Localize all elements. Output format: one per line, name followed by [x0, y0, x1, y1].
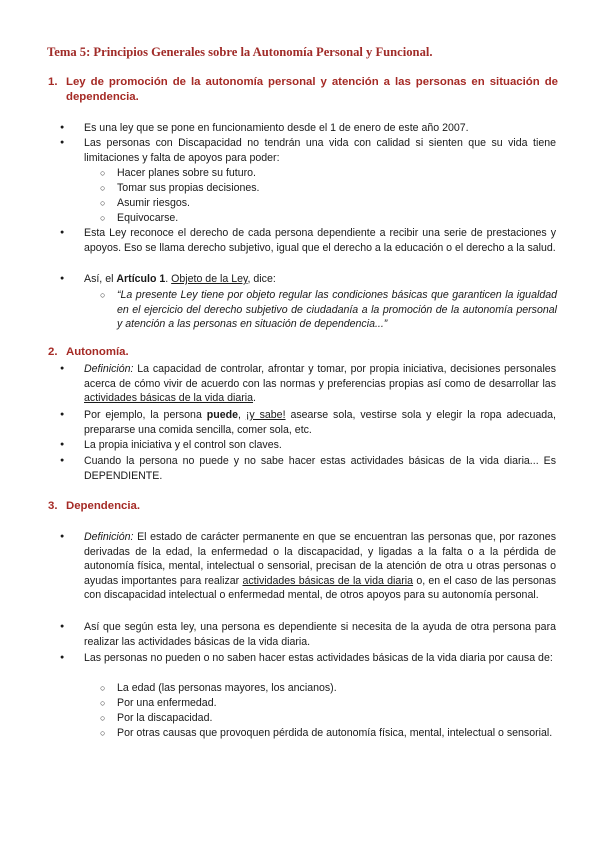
bullet-articulo-1: [84, 272, 556, 287]
sub-bullet-planes: ○ Hacer planes sobre su futuro.: [117, 166, 557, 181]
bullet-definicion-dependencia: [84, 530, 556, 603]
bullet-ejemplo: [84, 408, 556, 437]
y-sabe-link[interactable]: ¡y sabe!: [245, 409, 286, 421]
sub-bullet-riesgos: ○ Asumir riesgos.: [117, 196, 557, 211]
section-heading-text: Autonomía.: [66, 346, 129, 358]
bullet-iniciativa: ● La propia iniciativa y el control son claves.: [84, 438, 556, 453]
actividades-basicas-link[interactable]: actividades básicas de la vida diaria: [242, 574, 414, 587]
section-heading-text: Dependencia.: [66, 500, 141, 512]
document-title: Tema 5: Principios Generales sobre la Autonomía Personal y Funcional.: [47, 45, 433, 59]
text-fragment: Por ejemplo, la persona: [84, 409, 207, 421]
bullet-dependiente: ● Cuando la persona no puede y no sabe hacer estas actividades básicas de la vida diaria... Es DEPENDIENTE.: [84, 454, 556, 483]
text-fragment: .: [165, 273, 172, 285]
text-fragment: Así, el: [84, 273, 117, 285]
section-number: 2.: [48, 346, 58, 358]
actividades-basicas-link[interactable]: actividades básicas de la vida diaria: [84, 392, 254, 405]
text-fragment: ,: [237, 409, 246, 421]
section-2-heading: [48, 345, 558, 360]
text-fragment: El estado de carácter permanente en que se encuentran las personas que, por razones derivadas de la edad, la enfermedad o la discapacidad, y ligadas a la falta o a la pérdida de autonomía física, mental, intelectual o sensorial, precisan de la atención de otra u otras personas o ayudas importantes para realizar: [84, 531, 556, 587]
puede-emphasis: puede: [206, 409, 238, 421]
text-fragment: , dice:: [247, 273, 276, 285]
bullet-discapacidad: ● Las personas con Discapacidad no tendrán una vida con calidad si sienten que su vida tiene limitaciones y falta de apoyos para poder:: [84, 136, 556, 165]
section-heading-text: Ley de promoción de la autonomía personal y atención a las personas en situación de dependencia.: [66, 76, 558, 103]
definition-label: Definición:: [84, 363, 134, 375]
sub-bullet-discapacidad: ○ Por la discapacidad.: [117, 711, 557, 726]
article-label: Artículo 1: [116, 273, 166, 285]
sub-bullet-equivocarse: ○ Equivocarse.: [117, 211, 557, 226]
section-3-heading: [48, 499, 558, 514]
bullet-definicion-autonomia: [84, 362, 556, 406]
sub-bullet-otras-causas: ○ Por otras causas que provoquen pérdida de autonomía física, mental, intelectual o sensorial.: [117, 726, 557, 741]
section-number: 1.: [48, 76, 58, 88]
section-1-heading: [48, 75, 558, 105]
sub-bullet-enfermedad: ○ Por una enfermedad.: [117, 696, 557, 711]
sub-bullet-edad: ○ La edad (las personas mayores, los ancianos).: [117, 681, 557, 696]
objeto-ley-link[interactable]: Objeto de la Ley: [171, 273, 248, 285]
definition-label: Definición:: [84, 531, 134, 543]
text-fragment: asearse sola, vestirse sola y elegir la ropa adecuada, prepararse una comida sencilla, comer sola, etc.: [84, 409, 556, 436]
sub-bullet-decisiones: ○ Tomar sus propias decisiones.: [117, 181, 557, 196]
text-fragment: .: [253, 392, 256, 405]
sub-bullet-quote: ○ “La presente Ley tiene por objeto regular las condiciones básicas que garanticen la igualdad en el ejercicio del derecho subjetivo de ciudadanía a la promoción de la autonomía personal y atención a las personas en situación de dependencia...”: [117, 288, 557, 332]
bullet-derecho-subjetivo: ● Esta Ley reconoce el derecho de cada persona dependiente a recibir una serie de prestaciones y apoyos. Eso se llama derecho subjetivo, igual que el derecho a la educación o el derecho a la salud.: [84, 226, 556, 255]
bullet-segun-ley: ● Así que según esta ley, una persona es dependiente si necesita de la ayuda de otra persona para realizar las actividades básicas de la vida diaria.: [84, 620, 556, 649]
text-fragment: La capacidad de controlar, afrontar y tomar, por propia iniciativa, decisiones personales acerca de cómo vivir de acuerdo con las normas y preferencias propias así como de desarrollar las: [84, 363, 556, 390]
bullet-ley-fecha: ● Es una ley que se pone en funcionamiento desde el 1 de enero de este año 2007.: [84, 121, 556, 136]
section-number: 3.: [48, 500, 58, 512]
text-fragment: o, en el caso de las personas con discapacidad intelectual o enfermedad mental, de otros apoyos para su autonomía personal.: [84, 574, 556, 602]
bullet-causas: ● Las personas no pueden o no saben hacer estas actividades básicas de la vida diaria por causa de:: [84, 651, 556, 666]
